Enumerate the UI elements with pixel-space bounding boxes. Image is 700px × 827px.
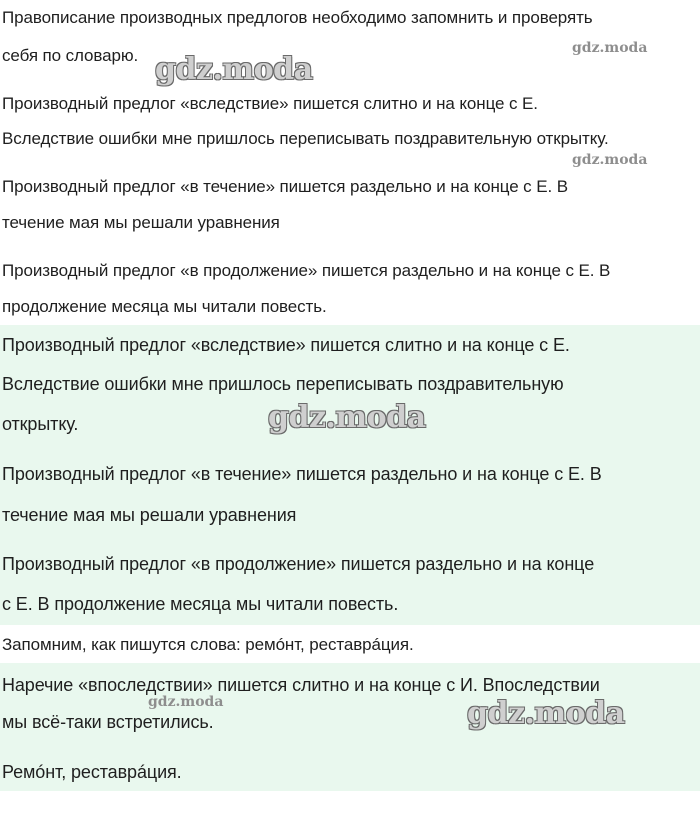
text-line: Производный предлог «в течение» пишется раздельно и на конце с Е. В	[2, 464, 602, 484]
text-line: Производный предлог «вследствие» пишется слитно и на конце с Е.	[2, 335, 570, 355]
text-line: Правописание производных предлогов необходимо запомнить и проверять	[2, 8, 593, 27]
text-line: течение мая мы решали уравнения	[2, 505, 297, 525]
watermark: gdz.moda	[467, 696, 625, 731]
text-line: Вследствие ошибки мне пришлось переписывать поздравительную	[2, 374, 564, 394]
text-line: Наречие «впоследствии» пишется слитно и на конце с И. Впоследствии	[2, 675, 600, 695]
text-line: Ремóнт, реставрáция.	[2, 762, 182, 782]
watermark: gdz.moda	[148, 694, 224, 710]
watermark: gdz.moda	[572, 40, 648, 56]
text-line: Вследствие ошибки мне пришлось переписывать поздравительную открытку.	[2, 129, 609, 148]
text-line: открытку.	[2, 414, 79, 434]
text-line: Производный предлог «вследствие» пишется слитно и на конце с Е.	[2, 94, 538, 113]
section-2-highlight	[0, 325, 700, 625]
text-line: течение мая мы решали уравнения	[2, 213, 280, 232]
text-line: Производный предлог «в продолжение» пишется раздельно и на конце с Е. В	[2, 261, 611, 280]
text-line: продолжение месяца мы читали повесть.	[2, 297, 327, 316]
text-line: мы всё-таки встретились.	[2, 712, 214, 732]
text-line: себя по словарю.	[2, 46, 139, 65]
text-line: Производный предлог «в течение» пишется раздельно и на конце с Е. В	[2, 177, 568, 196]
section-3	[0, 625, 700, 663]
watermark: gdz.moda	[155, 52, 313, 87]
text-line: Запомним, как пишутся слова: ремóнт, реставрáция.	[2, 635, 414, 654]
watermark: gdz.moda	[572, 152, 648, 168]
text-line: Производный предлог «в продолжение» пишется раздельно и на конце	[2, 554, 595, 574]
text-line: с Е. В продолжение месяца мы читали повесть.	[2, 594, 399, 614]
watermark: gdz.moda	[268, 400, 426, 435]
